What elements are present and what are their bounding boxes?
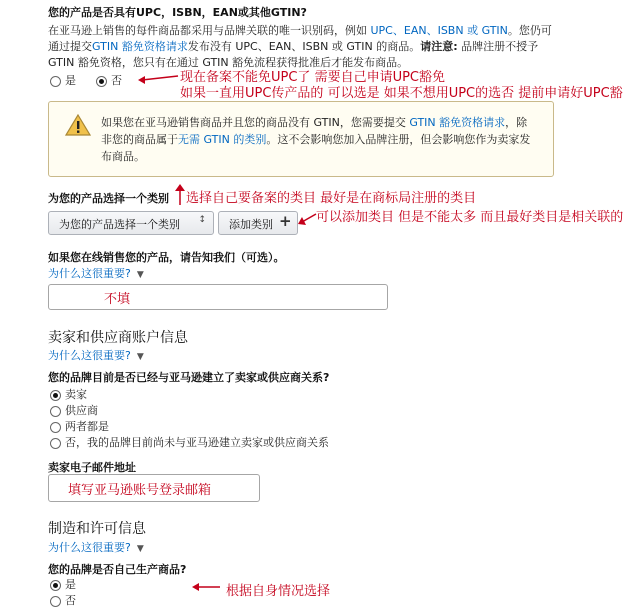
annotation-text: 根据自身情况选择 [226, 584, 331, 599]
warning-icon [65, 114, 91, 136]
warning-text: 。这不会影响您加入品牌注册，但会影响您作为卖家发 [266, 133, 531, 146]
gtin-option-yes[interactable] [50, 72, 76, 88]
annotation-text: 不填 [104, 292, 131, 307]
seller-email-label: 卖家电子邮件地址 [48, 461, 136, 474]
why-important-link[interactable] [48, 347, 144, 363]
no-gtin-category-link[interactable]: 无需 GTIN 的类别 [178, 133, 267, 146]
add-category-label: 添加类别 [229, 218, 273, 231]
annotation-arrow [136, 66, 180, 86]
gtin-note-label: 请注意: [420, 40, 458, 53]
radio-yes[interactable] [50, 76, 61, 87]
manufacture-option-yes[interactable] [50, 576, 76, 592]
annotation-text: 如果一直用UPC传产品的 可以选是 如果不想用UPC的选否 提前申请好UPC豁 [180, 86, 623, 101]
category-label: 为您的产品选择一个类别 [48, 192, 169, 205]
manufacture-question: 您的品牌是否自己生产商品? [48, 563, 187, 576]
gtin-desc-line1 [48, 22, 552, 38]
warning-text: 如果您在亚马逊销售商品并且您的商品没有 GTIN，您需要提交 [101, 116, 410, 129]
gtin-codes-link[interactable]: UPC、EAN、ISBN 或 GTIN [370, 24, 508, 37]
plus-icon: + [279, 212, 292, 230]
seller-section-heading: 卖家和供应商账户信息 [48, 330, 188, 346]
radio-seller[interactable] [50, 390, 61, 401]
why-important-text: 为什么这很重要? [48, 541, 131, 554]
seller-question: 您的品牌目前是否已经与亚马逊建立了卖家或供应商关系? [48, 371, 330, 384]
why-important-link[interactable] [48, 539, 144, 555]
gtin-desc-text: 品牌注册不授予 [457, 40, 539, 53]
warning-line3: 布商品。 [101, 150, 145, 163]
radio-no[interactable] [96, 76, 107, 87]
gtin-desc-line2 [48, 38, 538, 54]
annotation-arrow [190, 580, 224, 594]
seller-option-label: 否，我的品牌目前尚未与亚马逊建立卖家或供应商关系 [65, 436, 329, 449]
add-category-button[interactable] [218, 211, 298, 235]
gtin-option-no[interactable] [96, 72, 122, 88]
seller-option[interactable] [50, 418, 109, 434]
gtin-desc-line3: GTIN 豁免资格，您只有在通过 GTIN 豁免流程获得批准后才能发布商品。 [48, 56, 409, 69]
seller-option[interactable] [50, 402, 98, 418]
gtin-question: 您的产品是否具有UPC，ISBN，EAN或其他GTIN? [48, 6, 307, 19]
seller-option[interactable] [50, 434, 329, 450]
radio-both[interactable] [50, 422, 61, 433]
manufacture-option-yes-label: 是 [65, 578, 76, 591]
gtin-desc-text: 在亚马逊上销售的每件商品都采用与品牌关联的唯一识别码，例如 [48, 24, 371, 37]
seller-option[interactable] [50, 386, 87, 402]
seller-option-label: 两者都是 [65, 420, 109, 433]
radio-yes[interactable] [50, 580, 61, 591]
seller-option-label: 卖家 [65, 388, 87, 401]
seller-option-label: 供应商 [65, 404, 98, 417]
annotation-text: 填写亚马逊账号登录邮箱 [68, 483, 212, 498]
warning-line1 [101, 114, 527, 130]
gtin-desc-text: 通过提交 [48, 40, 92, 53]
caret-down-icon: ▼ [136, 270, 144, 280]
caret-down-icon: ▼ [136, 352, 144, 362]
category-select[interactable] [48, 211, 214, 235]
manufacture-option-no-label: 否 [65, 594, 76, 607]
online-label: 如果您在线销售您的产品，请告知我们（可选）。 [48, 251, 285, 264]
annotation-text: 可以添加类目 但是不能太多 而且最好类目是相关联的 [316, 210, 624, 225]
annotation-text: 选择自己要备案的类目 最好是在商标局注册的类目 [186, 191, 477, 206]
radio-no[interactable] [50, 596, 61, 607]
warning-line2 [101, 131, 530, 147]
warning-text: 非您的商品属于 [101, 133, 178, 146]
gtin-option-yes-label: 是 [65, 74, 76, 87]
updown-icon: ↕ [198, 215, 206, 225]
manufacture-section-heading: 制造和许可信息 [48, 521, 146, 537]
gtin-exemption-link[interactable]: GTIN 豁免资格请求 [92, 40, 188, 53]
radio-vendor[interactable] [50, 406, 61, 417]
online-store-input[interactable] [48, 284, 388, 310]
why-important-text: 为什么这很重要? [48, 267, 131, 280]
gtin-desc-text: 发布没有 UPC、EAN、ISBN 或 GTIN 的商品。 [187, 40, 421, 53]
gtin-warning-box [48, 101, 554, 177]
annotation-text: 现在备案不能免UPC了 需要自己申请UPC豁免 [180, 70, 445, 85]
annotation-arrow [296, 212, 318, 228]
category-select-value: 为您的产品选择一个类别 [59, 218, 180, 231]
gtin-option-no-label: 否 [111, 74, 122, 87]
why-important-text: 为什么这很重要? [48, 349, 131, 362]
warning-text: ，除 [505, 116, 528, 129]
manufacture-option-no[interactable] [50, 592, 76, 608]
radio-none[interactable] [50, 438, 61, 449]
warning-exemption-link[interactable]: GTIN 豁免资格请求 [409, 116, 506, 129]
gtin-desc-text: 。您仍可 [507, 24, 552, 37]
caret-down-icon: ▼ [136, 544, 144, 554]
why-important-link[interactable] [48, 265, 144, 281]
